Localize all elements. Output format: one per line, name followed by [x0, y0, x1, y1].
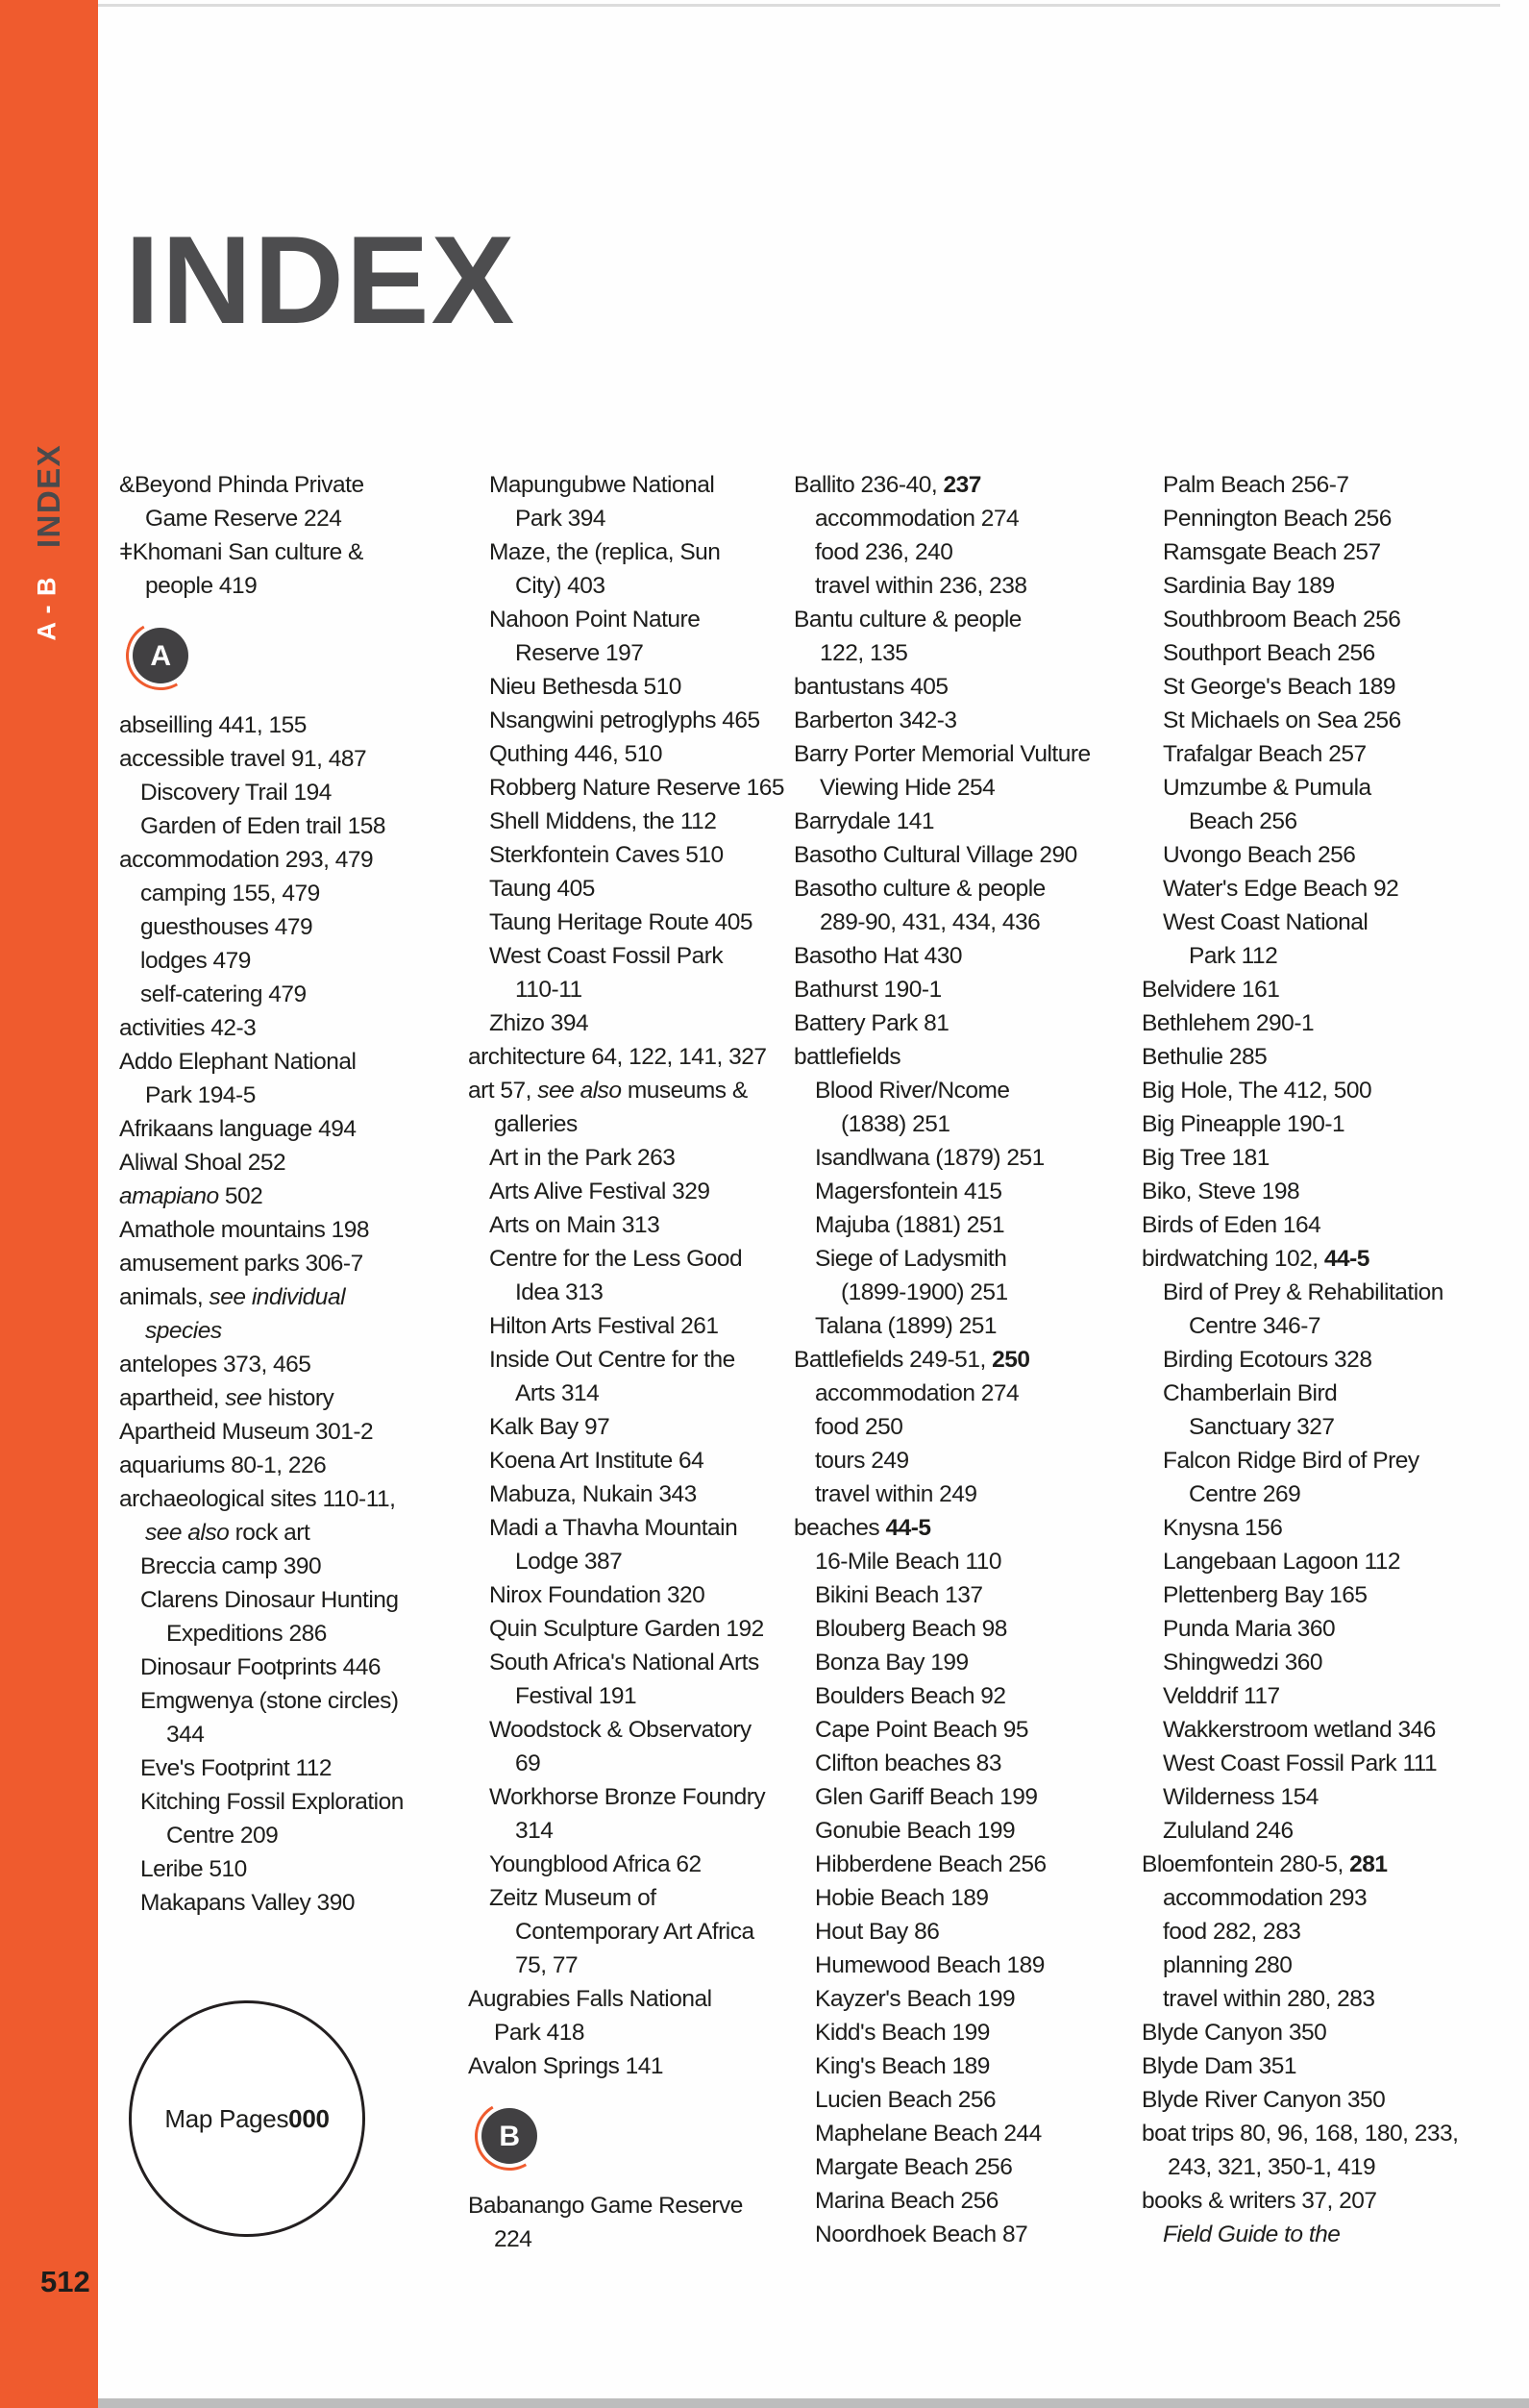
index-entry: Kalk Bay 97 — [489, 1414, 610, 1440]
index-entry: Blyde River Canyon 350 — [1142, 2087, 1386, 2113]
index-entry: Makapans Valley 390 — [140, 1890, 355, 1916]
index-entry: Knysna 156 — [1163, 1515, 1283, 1541]
index-entry: Blood River/Ncome (1838) 251 — [815, 1078, 1010, 1137]
index-entry: accommodation 293 — [1163, 1885, 1368, 1911]
index-entry: Southport Beach 256 — [1163, 640, 1375, 666]
index-entry: Emgwenya (stone circles) 344 — [140, 1688, 399, 1748]
index-column-2 — [468, 468, 826, 2256]
index-entry: travel within 280, 283 — [1163, 1986, 1375, 2012]
index-entry: Amathole mountains 198 — [119, 1217, 370, 1243]
sidebar-range-label: A - B — [32, 576, 62, 641]
index-entry: Centre for the Less Good Idea 313 — [489, 1246, 743, 1305]
index-entry: food 236, 240 — [815, 539, 953, 565]
index-entry: Apartheid Museum 301-2 — [119, 1419, 374, 1445]
index-entry: Basotho culture & people 289-90, 431, 434, 436 — [794, 876, 1046, 935]
index-entry: Nieu Bethesda 510 — [489, 674, 681, 700]
index-entry: Glen Gariff Beach 199 — [815, 1784, 1038, 1810]
index-entry: Ramsgate Beach 257 — [1163, 539, 1381, 565]
index-entry: Southbroom Beach 256 — [1163, 607, 1401, 633]
index-entry: 16-Mile Beach 110 — [815, 1549, 1001, 1575]
index-entry: Barberton 342-3 — [794, 708, 957, 733]
index-entry: archaeological sites 110-11, see also rock art — [119, 1486, 396, 1546]
index-entry: travel within 236, 238 — [815, 573, 1027, 599]
index-entry: animals, see individual species — [119, 1284, 346, 1344]
sidebar-accent-strip — [0, 0, 98, 2408]
index-entry: Clarens Dinosaur Hunting Expeditions 286 — [140, 1587, 399, 1647]
index-entry: Big Pineapple 190-1 — [1142, 1111, 1345, 1137]
index-entry: Shell Middens, the 112 — [489, 808, 717, 834]
index-entry: beaches 44-5 — [794, 1515, 931, 1541]
index-entry: Uvongo Beach 256 — [1163, 842, 1356, 868]
index-entry: Bathurst 190-1 — [794, 977, 942, 1003]
index-entry: Chamberlain Bird Sanctuary 327 — [1163, 1380, 1338, 1440]
index-entry: Madi a Thavha Mountain Lodge 387 — [489, 1515, 738, 1575]
page-number: 512 — [40, 2265, 90, 2298]
index-entry: Zululand 246 — [1163, 1818, 1294, 1844]
index-column-3 — [794, 468, 1151, 2251]
index-entry: West Coast Fossil Park 111 — [1163, 1750, 1438, 1776]
index-entry: accommodation 293, 479 — [119, 847, 374, 873]
index-entry: self-catering 479 — [140, 981, 307, 1007]
index-entry: Punda Maria 360 — [1163, 1616, 1336, 1642]
index-entry: St Michaels on Sea 256 — [1163, 708, 1401, 733]
index-entry: Blyde Dam 351 — [1142, 2053, 1297, 2079]
index-entry: travel within 249 — [815, 1481, 977, 1507]
index-entry: Workhorse Bronze Foundry 314 — [489, 1784, 766, 1844]
index-entry: Magersfontein 415 — [815, 1179, 1002, 1204]
index-entry: ǂKhomani San culture & people 419 — [119, 539, 363, 599]
index-entry: Lucien Beach 256 — [815, 2087, 997, 2113]
index-entry: Arts on Main 313 — [489, 1212, 660, 1238]
index-entry: Velddrif 117 — [1163, 1683, 1280, 1709]
index-entry: Hilton Arts Festival 261 — [489, 1313, 719, 1339]
index-entry: books & writers 37, 207 — [1142, 2188, 1377, 2214]
index-entry: Umzumbe & Pumula Beach 256 — [1163, 775, 1371, 834]
index-entry: accommodation 274 — [815, 506, 1020, 532]
index-entry: Zhizo 394 — [489, 1010, 589, 1036]
page-title: INDEX — [125, 210, 517, 350]
index-entry: Gonubie Beach 199 — [815, 1818, 1016, 1844]
index-entry: Leribe 510 — [140, 1856, 247, 1882]
index-entry: Bikini Beach 137 — [815, 1582, 983, 1608]
index-entry: King's Beach 189 — [815, 2053, 990, 2079]
index-entry: Maze, the (replica, Sun City) 403 — [489, 539, 721, 599]
index-entry: Battlefields 249-51, 250 — [794, 1347, 1030, 1373]
index-entry: Langebaan Lagoon 112 — [1163, 1549, 1401, 1575]
index-entry: amusement parks 306-7 — [119, 1251, 363, 1277]
index-entry: Mabuza, Nukain 343 — [489, 1481, 697, 1507]
index-entry: Basotho Hat 430 — [794, 943, 963, 969]
index-entry: Blouberg Beach 98 — [815, 1616, 1007, 1642]
index-entry: Palm Beach 256-7 — [1163, 472, 1349, 498]
index-entry: Hout Bay 86 — [815, 1919, 940, 1945]
index-entry: Ballito 236-40, 237 — [794, 472, 981, 498]
index-entry: Eve's Footprint 112 — [140, 1755, 333, 1781]
index-entry: architecture 64, 122, 141, 327 — [468, 1044, 767, 1070]
map-pages-label: Map Pages — [164, 2103, 289, 2133]
index-entry: bantustans 405 — [794, 674, 949, 700]
index-entry: lodges 479 — [140, 948, 251, 974]
index-entry: Breccia camp 390 — [140, 1553, 322, 1579]
index-entry: Pennington Beach 256 — [1163, 506, 1392, 532]
index-entry: West Coast National Park 112 — [1163, 909, 1369, 969]
index-entry: Quthing 446, 510 — [489, 741, 662, 767]
index-entry: Nirox Foundation 320 — [489, 1582, 705, 1608]
index-entry: food 250 — [815, 1414, 903, 1440]
index-entry: Robberg Nature Reserve 165 — [489, 775, 785, 801]
index-entry: Plettenberg Bay 165 — [1163, 1582, 1368, 1608]
index-entry: Noordhoek Beach 87 — [815, 2222, 1028, 2247]
index-entry: accommodation 274 — [815, 1380, 1020, 1406]
index-entry: Marina Beach 256 — [815, 2188, 999, 2214]
index-entry: guesthouses 479 — [140, 914, 313, 940]
map-pages-circle — [129, 2000, 365, 2237]
index-entry: Barrydale 141 — [794, 808, 935, 834]
index-entry: Wakkerstroom wetland 346 — [1163, 1717, 1436, 1743]
index-entry: antelopes 373, 465 — [119, 1352, 311, 1378]
index-entry: Trafalgar Beach 257 — [1163, 741, 1367, 767]
index-entry: Addo Elephant National Park 194-5 — [119, 1049, 357, 1108]
index-entry: Bird of Prey & Rehabilitation Centre 346-7 — [1163, 1279, 1443, 1339]
index-entry: Bonza Bay 199 — [815, 1650, 969, 1676]
index-entry: battlefields — [794, 1044, 901, 1070]
page-top-edge — [98, 4, 1500, 7]
index-entry: Sardinia Bay 189 — [1163, 573, 1335, 599]
index-entry: St George's Beach 189 — [1163, 674, 1396, 700]
index-entry: Biko, Steve 198 — [1142, 1179, 1300, 1204]
index-entry: Clifton beaches 83 — [815, 1750, 1001, 1776]
index-entry: Arts Alive Festival 329 — [489, 1179, 710, 1204]
index-entry: Cape Point Beach 95 — [815, 1717, 1029, 1743]
index-entry: Hibberdene Beach 256 — [815, 1851, 1047, 1877]
index-entry: Humewood Beach 189 — [815, 1952, 1045, 1978]
index-entry: Aliwal Shoal 252 — [119, 1150, 286, 1176]
index-column-1 — [119, 468, 477, 2237]
index-entry: camping 155, 479 — [140, 881, 320, 906]
index-entry: &Beyond Phinda Private Game Reserve 224 — [119, 472, 364, 532]
index-entry: boat trips 80, 96, 168, 180, 233, 243, 321, 350-1, 419 — [1142, 2121, 1459, 2180]
index-entry: Babanango Game Reserve 224 — [468, 2193, 743, 2252]
index-entry: Nahoon Point Nature Reserve 197 — [489, 607, 701, 666]
index-entry: Shingwedzi 360 — [1163, 1650, 1322, 1676]
index-entry: Mapungubwe National Park 394 — [489, 472, 715, 532]
index-entry: planning 280 — [1163, 1952, 1293, 1978]
index-entry: Isandlwana (1879) 251 — [815, 1145, 1045, 1171]
index-entry: apartheid, see history — [119, 1385, 334, 1411]
index-entry: South Africa's National Arts Festival 191 — [489, 1650, 759, 1709]
letter-badge-a: A — [133, 628, 188, 683]
index-entry: Wilderness 154 — [1163, 1784, 1319, 1810]
index-entry: birdwatching 102, 44-5 — [1142, 1246, 1369, 1272]
index-entry: Birding Ecotours 328 — [1163, 1347, 1372, 1373]
index-entry: abseilling 441, 155 — [119, 712, 307, 738]
index-entry: Nsangwini petroglyphs 465 — [489, 708, 760, 733]
index-entry: Hobie Beach 189 — [815, 1885, 989, 1911]
index-entry: Barry Porter Memorial Vulture Viewing Hide 254 — [794, 741, 1091, 801]
index-entry: Quin Sculpture Garden 192 — [489, 1616, 764, 1642]
index-entry: Afrikaans language 494 — [119, 1116, 357, 1142]
index-entry: Basotho Cultural Village 290 — [794, 842, 1077, 868]
index-entry: Art in the Park 263 — [489, 1145, 676, 1171]
index-entry: Zeitz Museum of Contemporary Art Africa 75, 77 — [489, 1885, 754, 1978]
index-entry: Margate Beach 256 — [815, 2154, 1013, 2180]
index-entry: food 282, 283 — [1163, 1919, 1301, 1945]
index-entry: tours 249 — [815, 1448, 909, 1474]
index-entry: Siege of Ladysmith (1899-1900) 251 — [815, 1246, 1008, 1305]
index-entry: Big Hole, The 412, 500 — [1142, 1078, 1372, 1104]
index-entry: Big Tree 181 — [1142, 1145, 1270, 1171]
index-entry: Taung Heritage Route 405 — [489, 909, 753, 935]
map-pages-value: 000 — [288, 2103, 330, 2133]
index-entry: Taung 405 — [489, 876, 595, 902]
index-entry: Kidd's Beach 199 — [815, 2020, 990, 2046]
index-entry: Kitching Fossil Exploration Centre 209 — [140, 1789, 404, 1849]
index-entry: Majuba (1881) 251 — [815, 1212, 1005, 1238]
index-entry: Talana (1899) 251 — [815, 1313, 998, 1339]
index-entry: art 57, see also museums & galleries — [468, 1078, 748, 1137]
index-entry: Field Guide to the — [1163, 2222, 1341, 2247]
index-entry: accessible travel 91, 487 — [119, 746, 367, 772]
page-bottom-edge — [98, 2398, 1529, 2408]
index-entry: Garden of Eden trail 158 — [140, 813, 385, 839]
index-entry: Falcon Ridge Bird of Prey Centre 269 — [1163, 1448, 1419, 1507]
index-entry: Bantu culture & people 122, 135 — [794, 607, 1022, 666]
index-entry: Battery Park 81 — [794, 1010, 949, 1036]
sidebar-index-label: INDEX — [31, 443, 66, 549]
index-entry: Birds of Eden 164 — [1142, 1212, 1321, 1238]
index-entry: Bethlehem 290-1 — [1142, 1010, 1315, 1036]
index-entry: West Coast Fossil Park 110-11 — [489, 943, 724, 1003]
index-entry: Discovery Trail 194 — [140, 780, 332, 806]
index-entry: aquariums 80-1, 226 — [119, 1452, 327, 1478]
index-entry: Maphelane Beach 244 — [815, 2121, 1042, 2147]
index-entry: Bethulie 285 — [1142, 1044, 1268, 1070]
index-entry: amapiano 502 — [119, 1183, 263, 1209]
index-entry: Blyde Canyon 350 — [1142, 2020, 1327, 2046]
index-entry: Woodstock & Observatory 69 — [489, 1717, 752, 1776]
index-entry: Belvidere 161 — [1142, 977, 1280, 1003]
index-entry: Boulders Beach 92 — [815, 1683, 1006, 1709]
index-entry: Youngblood Africa 62 — [489, 1851, 702, 1877]
index-entry: Augrabies Falls National Park 418 — [468, 1986, 712, 2046]
index-entry: activities 42-3 — [119, 1015, 257, 1041]
index-entry: Avalon Springs 141 — [468, 2053, 664, 2079]
index-entry: Bloemfontein 280-5, 281 — [1142, 1851, 1388, 1877]
index-column-4 — [1142, 468, 1499, 2251]
index-entry: Kayzer's Beach 199 — [815, 1986, 1016, 2012]
index-entry: Water's Edge Beach 92 — [1163, 876, 1399, 902]
index-entry: Inside Out Centre for the Arts 314 — [489, 1347, 735, 1406]
index-entry: Sterkfontein Caves 510 — [489, 842, 724, 868]
letter-badge-b: B — [481, 2108, 537, 2164]
index-entry: Dinosaur Footprints 446 — [140, 1654, 381, 1680]
index-entry: Koena Art Institute 64 — [489, 1448, 704, 1474]
